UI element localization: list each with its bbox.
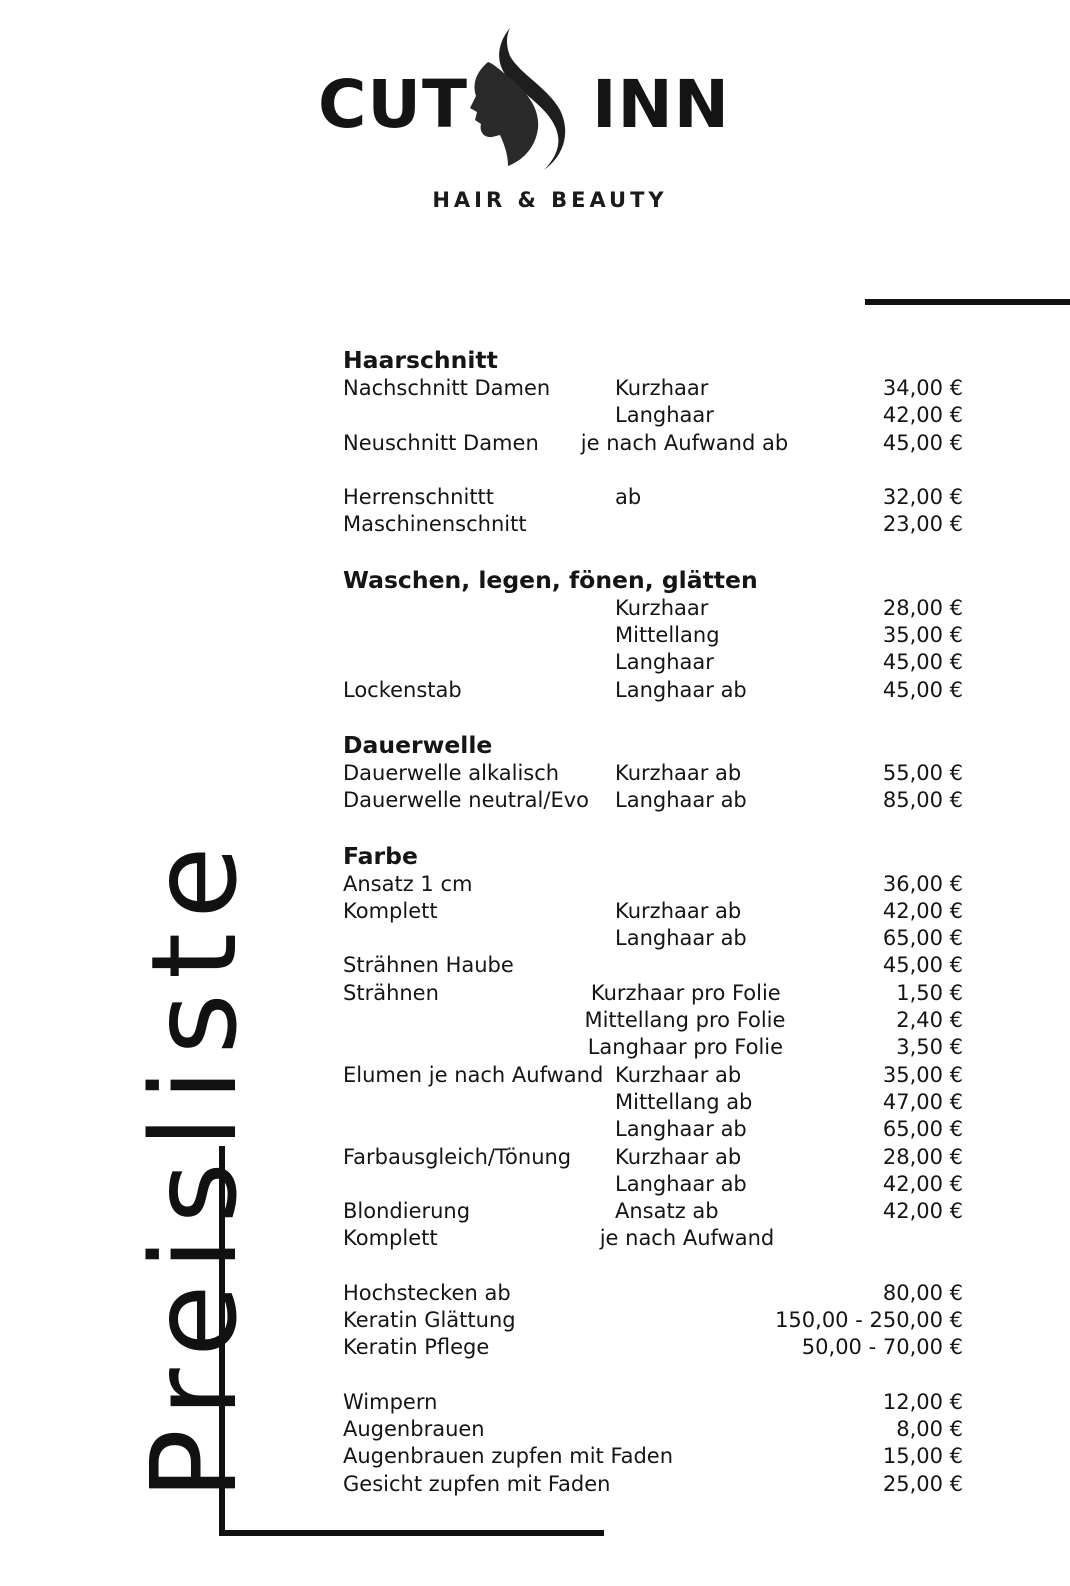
price-row <box>343 1034 963 1061</box>
price-section <box>343 1280 963 1362</box>
section-title: Haarschnitt <box>343 346 498 374</box>
price-section <box>343 346 963 539</box>
price-row <box>343 457 963 484</box>
service-detail: Kurzhaar <box>615 376 709 400</box>
service-name: Farbausgleich/Tönung <box>343 1144 572 1169</box>
service-name <box>343 1089 615 1116</box>
price-row <box>343 622 963 649</box>
service-price: 47,00 € <box>882 1089 963 1114</box>
price-row <box>343 1389 963 1416</box>
service-price <box>774 1225 963 1252</box>
price-row <box>343 1280 963 1307</box>
price-row <box>343 430 963 457</box>
service-price: 28,00 € <box>882 1144 963 1169</box>
service-detail <box>615 871 763 898</box>
service-name <box>343 925 615 952</box>
service-price: 23,00 € <box>882 512 963 537</box>
service-price: 28,00 € <box>882 595 963 620</box>
service-detail <box>615 1471 763 1498</box>
service-price: 45,00 € <box>882 953 963 978</box>
service-detail: Kurzhaar ab <box>615 1062 742 1087</box>
service-price: 150,00 - 250,00 € <box>775 1308 963 1333</box>
service-detail: Mittellang pro Folie <box>584 1008 786 1033</box>
woman-silhouette-logo-icon <box>462 20 572 172</box>
service-detail <box>615 1389 763 1416</box>
price-row <box>343 760 963 787</box>
service-name: Keratin Pflege <box>343 1335 490 1360</box>
service-name: Dauerwelle neutral/Evo <box>343 788 589 813</box>
service-name: Lockenstab <box>343 677 462 702</box>
service-name <box>343 1171 615 1198</box>
service-detail: Ansatz ab <box>615 1199 719 1224</box>
service-price: 36,00 € <box>882 871 963 896</box>
service-name <box>343 1007 584 1034</box>
service-detail <box>615 952 763 979</box>
price-row <box>343 980 963 1007</box>
service-name: Herrenschnittt <box>343 485 495 510</box>
price-row <box>343 649 963 676</box>
price-row <box>343 952 963 979</box>
service-price: 45,00 € <box>882 650 963 675</box>
service-name <box>343 622 615 649</box>
service-price: 25,00 € <box>882 1471 963 1496</box>
service-detail: Kurzhaar ab <box>615 1144 742 1169</box>
price-row <box>343 898 963 925</box>
service-detail: ab <box>615 485 642 510</box>
service-price: 35,00 € <box>882 1062 963 1087</box>
price-section <box>343 1389 963 1498</box>
service-detail: Kurzhaar ab <box>615 760 742 785</box>
service-detail: Langhaar ab <box>615 1117 747 1142</box>
price-row <box>343 677 963 704</box>
price-section <box>343 731 963 815</box>
price-row <box>343 511 963 538</box>
section-title: Dauerwelle <box>343 730 493 759</box>
service-detail <box>615 1307 763 1334</box>
service-name: Keratin Glättung <box>343 1308 516 1333</box>
service-detail <box>615 1443 763 1470</box>
price-row <box>343 1225 963 1252</box>
section-title: Farbe <box>343 841 418 870</box>
service-name: Strähnen <box>343 980 439 1005</box>
service-price: 12,00 € <box>882 1389 963 1414</box>
service-price: 50,00 - 70,00 € <box>801 1335 963 1360</box>
service-name: Augenbrauen <box>343 1416 485 1441</box>
top-rule-divider <box>865 299 1070 305</box>
service-detail <box>615 457 763 484</box>
service-name <box>343 1116 615 1143</box>
service-name <box>343 1034 588 1061</box>
service-price: 42,00 € <box>882 403 963 428</box>
service-name <box>343 402 615 429</box>
service-price: 3,50 € <box>896 1035 963 1060</box>
price-row <box>343 871 963 898</box>
bracket-horizontal-rule <box>219 1530 604 1536</box>
price-list <box>343 346 963 1525</box>
price-row <box>343 925 963 952</box>
service-detail <box>615 511 763 538</box>
side-title-preisliste: Preisliste <box>125 832 263 1500</box>
service-price: 85,00 € <box>882 788 963 813</box>
price-row <box>343 1443 963 1470</box>
section-title: Waschen, legen, fönen, glätten <box>343 565 758 594</box>
price-row <box>343 1089 963 1116</box>
price-section <box>343 842 963 1253</box>
service-name: Dauerwelle alkalisch <box>343 760 560 785</box>
service-name: Ansatz 1 cm <box>343 871 473 896</box>
service-name: Elumen je nach Aufwand <box>343 1062 604 1087</box>
service-detail: Langhaar pro Folie <box>587 1035 784 1060</box>
service-name: Nachschnitt Damen <box>343 376 551 400</box>
price-row <box>343 1171 963 1198</box>
price-row <box>343 1144 963 1171</box>
price-row <box>343 1416 963 1443</box>
price-row <box>343 375 963 402</box>
service-detail: Kurzhaar ab <box>615 898 742 923</box>
service-name <box>343 457 615 484</box>
logo-word-inn: INN <box>592 66 731 143</box>
service-name: Komplett <box>343 898 438 923</box>
service-detail: Kurzhaar pro Folie <box>590 980 781 1005</box>
price-row <box>343 787 963 814</box>
service-detail: Langhaar ab <box>615 1171 747 1196</box>
service-detail <box>615 1280 763 1307</box>
service-price: 35,00 € <box>882 623 963 648</box>
service-detail: je nach Aufwand ab <box>580 430 789 455</box>
price-row <box>343 1471 963 1498</box>
logo-subtitle: HAIR & BEAUTY <box>432 188 668 212</box>
service-detail: je nach Aufwand <box>599 1226 775 1251</box>
service-price: 32,00 € <box>882 485 963 510</box>
service-price: 42,00 € <box>882 1171 963 1196</box>
service-price: 2,40 € <box>896 1008 963 1033</box>
service-price: 65,00 € <box>882 1117 963 1142</box>
price-row <box>343 1007 963 1034</box>
service-detail <box>615 1334 763 1361</box>
service-price: 45,00 € <box>882 430 963 455</box>
price-row <box>343 1198 963 1225</box>
service-price: 8,00 € <box>896 1416 963 1441</box>
service-price: 42,00 € <box>882 1199 963 1224</box>
service-detail: Langhaar <box>615 403 714 428</box>
price-row <box>343 595 963 622</box>
service-name: Neuschnitt Damen <box>343 430 539 455</box>
service-detail: Mittellang <box>615 623 720 648</box>
service-name: Gesicht zupfen mit Faden <box>343 1471 611 1496</box>
service-name: Komplett <box>343 1226 438 1251</box>
service-price: 34,00 € <box>882 376 963 400</box>
price-row <box>343 1062 963 1089</box>
service-detail: Langhaar ab <box>615 788 747 813</box>
price-row <box>343 1307 963 1334</box>
service-detail: Langhaar ab <box>615 677 747 702</box>
service-price: 55,00 € <box>882 760 963 785</box>
service-price: 45,00 € <box>882 677 963 702</box>
service-name <box>343 595 615 622</box>
service-detail: Mittellang ab <box>615 1089 753 1114</box>
service-name: Blondierung <box>343 1199 471 1224</box>
service-name <box>343 649 615 676</box>
service-price: 1,50 € <box>896 980 963 1005</box>
service-name: Augenbrauen zupfen mit Faden <box>343 1444 674 1469</box>
service-detail: Langhaar ab <box>615 926 747 951</box>
service-name: Strähnen Haube <box>343 953 514 978</box>
price-row <box>343 1116 963 1143</box>
service-price: 42,00 € <box>882 898 963 923</box>
service-detail <box>615 1416 763 1443</box>
service-detail: Kurzhaar <box>615 595 709 620</box>
service-price: 15,00 € <box>882 1444 963 1469</box>
price-row <box>343 402 963 429</box>
service-price <box>763 457 963 484</box>
service-name: Hochstecken ab <box>343 1280 511 1305</box>
service-price: 80,00 € <box>882 1280 963 1305</box>
price-row <box>343 1334 963 1361</box>
service-name: Wimpern <box>343 1389 438 1414</box>
logo-word-cut: CUT <box>318 66 469 143</box>
price-section <box>343 566 963 704</box>
service-detail: Langhaar <box>615 650 714 675</box>
price-row <box>343 484 963 511</box>
service-price: 65,00 € <box>882 926 963 951</box>
service-name: Maschinenschnitt <box>343 512 527 537</box>
